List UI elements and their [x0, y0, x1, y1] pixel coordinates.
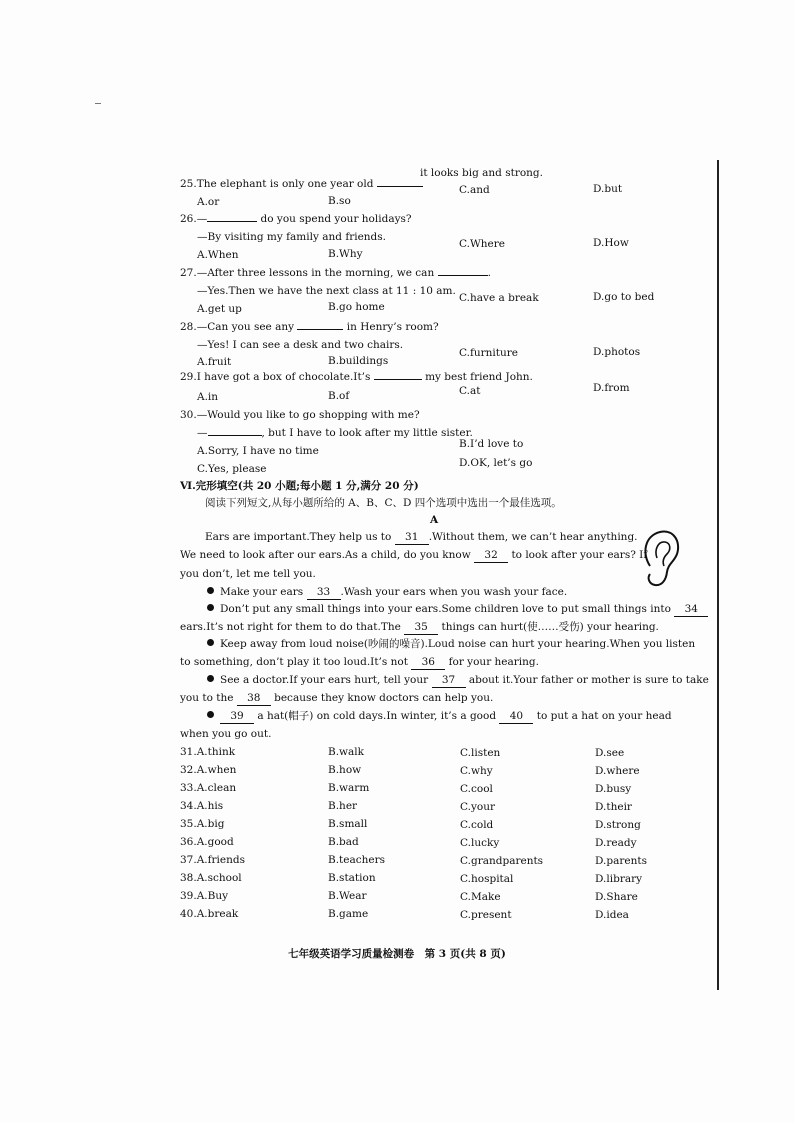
option-35-d: D.strong	[595, 819, 641, 831]
option-33-b: B.warm	[328, 782, 370, 794]
q30-stem: 30.—Would you like to go shopping with me?	[180, 409, 420, 421]
option-36-c: C.lucky	[460, 837, 500, 849]
option-37-d: D.parents	[595, 855, 647, 867]
option-40-a: 40.A.break	[180, 908, 239, 920]
option-34-a: 34.A.his	[180, 800, 224, 812]
option-32-a: 32.A.when	[180, 764, 237, 776]
option-37-a: 37.A.friends	[180, 854, 245, 866]
q26-option-d: D.How	[593, 237, 629, 249]
q25-option-c: C.and	[459, 184, 490, 196]
q26-option-c: C.Where	[459, 238, 505, 250]
option-36-a: 36.A.good	[180, 836, 234, 848]
bullet-icon	[207, 675, 214, 682]
passage-line: ears.It’s not right for them to do that.The 35 things can hurt(使……受伤) your hearing.	[180, 621, 659, 633]
q28-option-d: D.photos	[593, 346, 641, 358]
option-36-b: B.bad	[328, 836, 359, 848]
q25-option-b: B.so	[328, 195, 351, 207]
option-35-b: B.small	[328, 818, 368, 830]
q30-option-c: C.Yes, please	[197, 463, 267, 475]
option-36-d: D.ready	[595, 837, 637, 849]
passage-bullet-line: 39 a hat(帽子) on cold days.In winter, it’s a good 40 to put a hat on your head	[207, 709, 672, 724]
option-38-d: D.library	[595, 873, 643, 885]
option-39-b: B.Wear	[328, 890, 367, 902]
option-31-c: C.listen	[460, 747, 501, 759]
q27-option-d: D.go to bed	[593, 291, 655, 303]
q29-option-a: A.in	[197, 391, 219, 403]
option-34-d: D.their	[595, 801, 632, 813]
q29-option-c: C.at	[459, 385, 481, 397]
q30-answer-line: — , but I have to look after my little sister.	[197, 427, 473, 439]
q29-option-b: B.of	[328, 390, 350, 402]
option-37-b: B.teachers	[328, 854, 386, 866]
passage-bullet-line: Keep away from loud noise(吵闹的噪音).Loud noise can hurt your hearing.When you listen	[207, 637, 695, 651]
passage-bullet-line: Make your ears 33 .Wash your ears when you wash your face.	[207, 585, 567, 600]
scan-mark	[95, 103, 101, 104]
q29-option-d: D.from	[593, 382, 630, 394]
passage-line: to something, don’t play it too loud.It’s not 36 for your hearing.	[180, 656, 539, 668]
q30-option-b: B.I’d love to	[459, 438, 524, 450]
option-38-c: C.hospital	[460, 873, 514, 885]
section-heading: Ⅵ.完形填空(共 20 小题;每小题 1 分,满分 20 分)	[180, 480, 419, 492]
option-37-c: C.grandparents	[460, 855, 544, 867]
option-34-c: C.your	[460, 801, 496, 813]
q28-option-a: A.fruit	[197, 356, 232, 368]
q26-answer-line: —By visiting my family and friends.	[197, 231, 387, 243]
passage-bullet-line: Don’t put any small things into your ears.Some children love to put small things into 34	[207, 602, 708, 617]
bullet-icon	[207, 587, 214, 594]
q26-option-b: B.Why	[328, 248, 363, 260]
q30-option-a: A.Sorry, I have no time	[197, 445, 319, 457]
passage-bullet-line: See a doctor.If your ears hurt, tell your 37 about it.Your father or mother is sure to take	[207, 673, 709, 688]
passage-line: when you go out.	[180, 728, 272, 740]
option-34-b: B.her	[328, 800, 358, 812]
option-35-c: C.cold	[460, 819, 494, 831]
option-39-c: C.Make	[460, 891, 501, 903]
option-32-b: B.how	[328, 764, 362, 776]
option-40-b: B.game	[328, 908, 369, 920]
option-33-a: 33.A.clean	[180, 782, 237, 794]
option-40-c: C.present	[460, 909, 512, 921]
option-38-b: B.station	[328, 872, 376, 884]
q26-stem: 26.— do you spend your holidays?	[180, 213, 412, 225]
q29-stem: 29.I have got a box of chocolate.It’s my best friend John.	[180, 371, 533, 383]
option-33-d: D.busy	[595, 783, 632, 795]
q27-option-b: B.go home	[328, 301, 385, 313]
q28-answer-line: —Yes! I can see a desk and two chairs.	[197, 339, 404, 351]
option-39-d: D.Share	[595, 891, 638, 903]
passage-line: you don’t, let me tell you.	[180, 568, 316, 580]
option-32-c: C.why	[460, 765, 493, 777]
option-35-a: 35.A.big	[180, 818, 225, 830]
section-instruction: 阅读下列短文,从每小题所给的 A、B、C、D 四个选项中选出一个最佳选项。	[205, 497, 562, 509]
q26-option-a: A.When	[197, 249, 239, 261]
q25-option-a: A.or	[197, 196, 220, 208]
bullet-icon	[207, 604, 214, 611]
q28-option-c: C.furniture	[459, 347, 519, 359]
ear-illustration	[640, 528, 682, 590]
bullet-icon	[207, 711, 214, 718]
passage-label: A	[430, 514, 439, 526]
option-31-a: 31.A.think	[180, 746, 236, 758]
q25-option-d: D.but	[593, 183, 623, 195]
q25-stem: 25.The elephant is only one year old	[180, 177, 423, 191]
option-40-d: D.idea	[595, 909, 629, 921]
passage-line: you to the 38 because they know doctors can help you.	[180, 692, 494, 704]
q25-stem-end: it looks big and strong.	[420, 167, 543, 179]
q28-stem: 28.—Can you see any in Henry’s room?	[180, 321, 439, 333]
bullet-icon	[207, 639, 214, 646]
passage-line: We need to look after our ears.As a child, do you know 32 to look after your ears? If	[180, 549, 648, 561]
q28-option-b: B.buildings	[328, 355, 389, 367]
q27-answer-line: —Yes.Then we have the next class at 11 : 10 am.	[197, 285, 456, 297]
option-32-d: D.where	[595, 765, 640, 777]
option-33-c: C.cool	[460, 783, 493, 795]
passage-line: Ears are important.They help us to 31 .Without them, we can’t hear anything.	[205, 531, 638, 543]
option-39-a: 39.A.Buy	[180, 890, 229, 902]
option-31-d: D.see	[595, 747, 625, 759]
q27-option-a: A.get up	[197, 303, 242, 315]
option-31-b: B.walk	[328, 746, 365, 758]
page-footer: 七年级英语学习质量检测卷 第 3 页(共 8 页)	[288, 948, 506, 960]
q27-stem: 27.—After three lessons in the morning, we can .	[180, 267, 491, 279]
page-border-line	[717, 160, 719, 990]
q30-option-d: D.OK, let’s go	[459, 457, 533, 469]
option-38-a: 38.A.school	[180, 872, 242, 884]
q27-option-c: C.have a break	[459, 292, 539, 304]
